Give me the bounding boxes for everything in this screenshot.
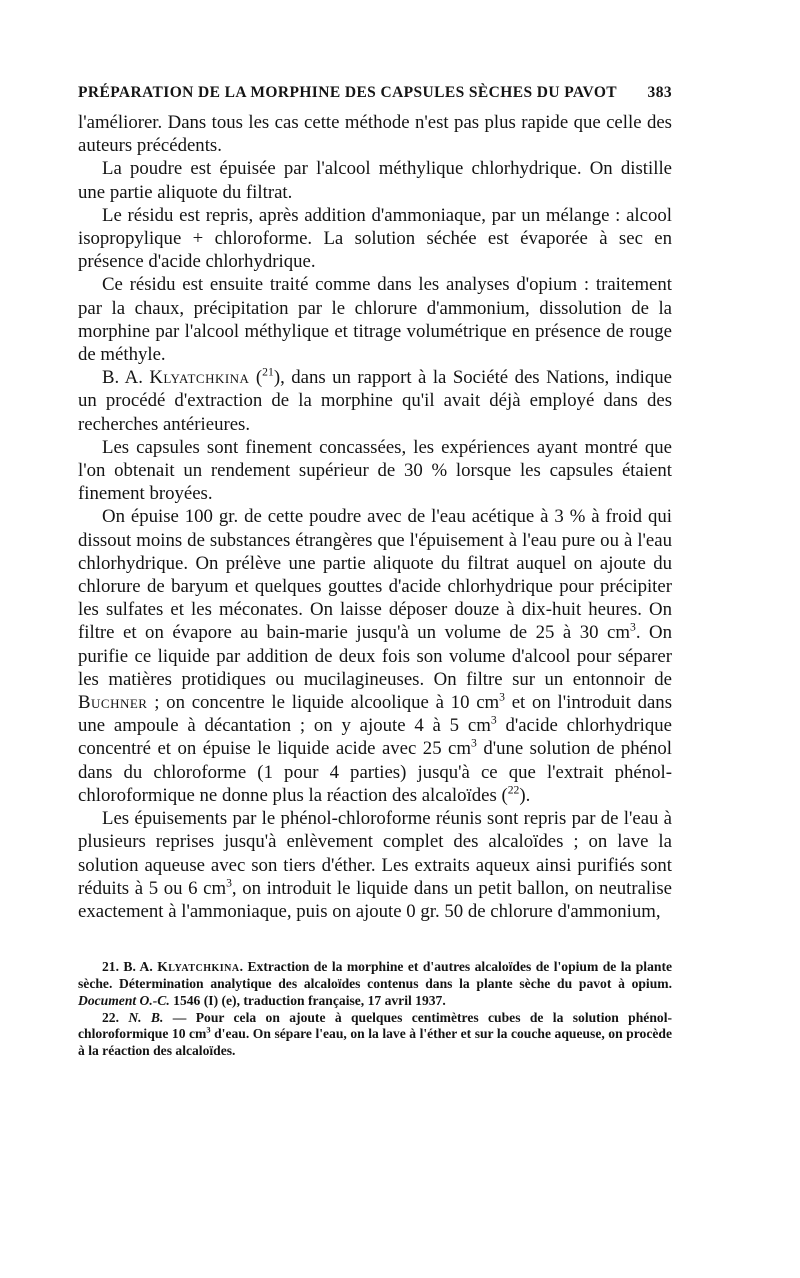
author-klyatchkina: Klyatchkina — [149, 367, 250, 389]
cube-sup-2: 3 — [499, 690, 505, 704]
running-title: PRÉPARATION DE LA MORPHINE DES CAPSULES SÈCHES DU PAVOT — [78, 84, 618, 101]
fn22-text-a: 22. — [102, 1009, 129, 1025]
cube-sup-5: 3 — [226, 876, 232, 890]
fn22-text-c: d'eau. On sépare l'eau, on la lave à l'éther et sur la couche aqueuse, on procède à la réaction des alcaloïdes. — [78, 1026, 672, 1059]
paragraph-2: La poudre est épuisée par l'alcool méthylique chlorhydrique. On distille une partie aliquote du filtrat. — [78, 158, 672, 203]
fn21-text-c: 1546 (I) (e), traduction française, 17 avril 1937. — [169, 992, 446, 1008]
p7-text-d: et on l'introduit dans une ampoule à décantation ; on y ajoute 4 à 5 cm — [78, 692, 673, 737]
p5-text-b: , dans un rapport à la Société des Nations, indique un procédé d'extraction de la morphine qu'il avait déjà employé dans des recherches antérieures. — [78, 367, 672, 435]
cube-sup-4: 3 — [471, 737, 477, 751]
body-text — [78, 111, 672, 923]
p5-text-a: B. A. — [102, 367, 150, 389]
fn21-text-a: 21. B. A. — [102, 959, 158, 975]
paragraph-1: l'améliorer. Dans tous les cas cette méthode n'est pas plus rapide que celle des auteurs précédents. — [78, 112, 672, 157]
p7-text-g: ). — [519, 784, 531, 806]
page — [78, 84, 672, 1060]
p8-text-b: , on introduit le liquide dans un petit ballon, on neutralise exactement à l'ammoniaque, puis on ajoute 0 gr. 50 de chlorure d'ammonium, — [78, 877, 672, 922]
cube-sup-1: 3 — [630, 621, 636, 635]
paragraph-8 — [78, 807, 672, 923]
p7-text-c: ; on concentre le liquide alcoolique à 10 cm — [147, 692, 500, 714]
paragraph-6: Les capsules sont finement concassées, les expériences ayant montré que l'on obtenait un rendement supérieur de 30 % lorsque les capsules étaient finement broyées. — [78, 436, 672, 505]
cube-sup-fn: 3 — [206, 1024, 211, 1035]
p8-text-a: Les épuisements par le phénol-chloroforme réunis sont repris par de l'eau à plusieurs reprises jusqu'à enlèvement complet des alcaloïdes ; on lave la solution aqueuse avec son tiers d'éther. Les extraits aqueux ainsi purifiés sont réduits à 5 ou 6 cm — [78, 808, 672, 899]
p7-text-a: On épuise 100 gr. de cette poudre avec de l'eau acétique à 3 % à froid qui dissout moins de substances étrangères que l'épuisement à l'eau pure ou à l'eau chlorhydrique. On prélève une partie aliquote du filtrat auquel on ajoute du chlorure de baryum et quelques gouttes d'acide chlorhydrique pour précipiter les sulfates et les méconates. On laisse déposer douze à dix-huit heures. On filtre et on évapore au bain-marie jusqu'à un volume de 25 à 30 cm — [78, 506, 672, 644]
p7-text-b: . On purifie ce liquide par addition de deux fois son volume d'alcool pour séparer les matières protidiques ou mucilagineuses. On filtre sur un entonnoir de — [78, 622, 672, 690]
running-head — [78, 84, 672, 102]
footnote-21 — [78, 959, 672, 1009]
ref-21: 21 — [262, 365, 274, 379]
page-number: 383 — [647, 84, 672, 101]
p7-text-f: d'une solution de phénol dans du chloroforme (1 pour 4 parties) jusqu'à ce que l'extrait phénol-chloroformique ne donne plus la réaction des alcaloïdes ( — [78, 738, 672, 806]
paragraph-7 — [78, 505, 672, 807]
footnote-22 — [78, 1010, 672, 1060]
ref-22: 22 — [507, 783, 520, 797]
cube-sup-3: 3 — [490, 714, 497, 728]
paragraph-4: Ce résidu est ensuite traité comme dans les analyses d'opium : traitement par la chaux, précipitation par le chlorure d'ammonium, dissolution de la morphine par l'alcool méthylique et titrage volumétrique en présence de rouge de méthyle. — [78, 274, 672, 366]
fn22-text-b: — Pour cela on ajoute à quelques centimètres cubes de la solution phénol-chloroformique 10 cm — [78, 1009, 672, 1042]
paragraph-5: B. A. Klyatchkina ($^{21}$), dans un rapport à la Société des Nations, indique un procédé d'extraction de la morphine qu'il avait déjà employé dans des recherches antérieures. — [78, 365, 672, 435]
author-buchner: Buchner — [78, 692, 148, 714]
fn21-document: Document O.-C. — [78, 992, 170, 1008]
fn21-author: Klyatchkina — [157, 959, 240, 975]
fn22-nota-bene: N. B. — [128, 1009, 164, 1025]
paragraph-3: Le résidu est repris, après addition d'ammoniaque, par un mélange : alcool isopropylique + chloroforme. La solution séchée est évaporée à sec en présence d'acide chlorhydrique. — [78, 204, 672, 273]
p7-text-e: d'acide chlorhydrique concentré et on épuise le liquide acide avec 25 cm — [78, 715, 672, 760]
footnotes — [78, 959, 672, 1060]
fn21-text-b: . Extraction de la morphine et d'autres alcaloïdes de l'opium de la plante sèche. Détermination analytique des alcaloïdes contenus dans la plante sèche du pavot à opium. — [78, 959, 673, 991]
